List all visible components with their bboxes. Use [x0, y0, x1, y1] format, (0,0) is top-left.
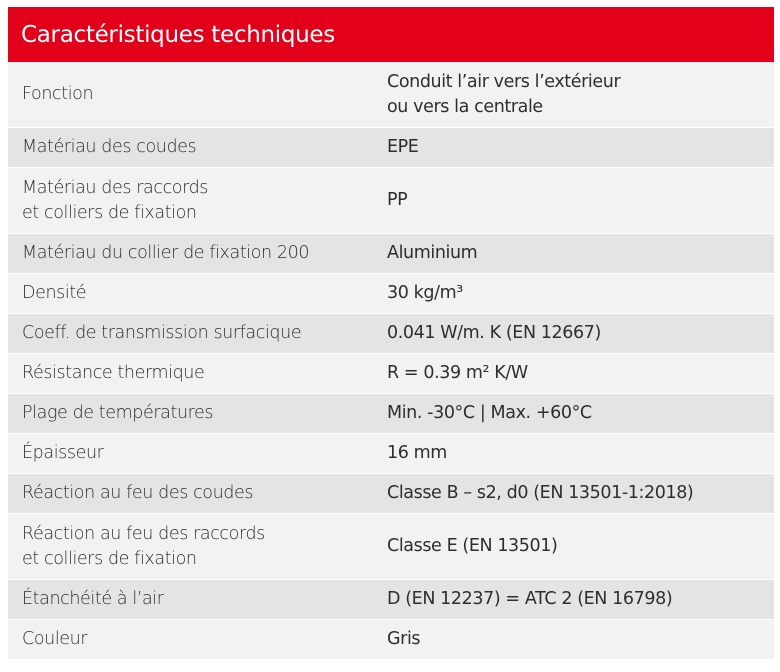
technical-specs-sheet — [8, 7, 774, 660]
table-row-materiau-raccords — [8, 168, 774, 234]
specs-header — [8, 7, 774, 62]
row-value: Aluminium — [387, 243, 478, 263]
row-label: Coeff. de transmission surfacique — [22, 323, 302, 343]
table-row-etancheite — [8, 580, 774, 620]
row-label: Réaction au feu des raccords et colliers de fixation — [22, 523, 265, 569]
row-label: Matériau des coudes — [22, 137, 197, 157]
row-label: Réaction au feu des coudes — [22, 483, 254, 503]
row-value: PP — [387, 190, 408, 210]
table-row-couleur — [8, 620, 774, 660]
row-label: Épaisseur — [22, 443, 104, 463]
table-row-fonction — [8, 62, 774, 128]
row-value: 0.041 W/m. K (EN 12667) — [387, 323, 601, 343]
table-row-materiau-coudes — [8, 128, 774, 168]
row-value: 16 mm — [387, 443, 447, 463]
row-value: 30 kg/m³ — [387, 283, 463, 303]
row-label: Résistance thermique — [22, 363, 205, 383]
specs-title: Caractéristiques techniques — [21, 21, 335, 48]
row-value: D (EN 12237) = ATC 2 (EN 16798) — [387, 589, 673, 609]
row-value: EPE — [387, 137, 419, 157]
row-value: Gris — [387, 629, 421, 649]
row-label: Étanchéité à l’air — [22, 589, 164, 609]
table-row-reaction-feu-coudes — [8, 474, 774, 514]
table-row-materiau-collier — [8, 234, 774, 274]
specs-table — [8, 62, 774, 660]
row-value: R = 0.39 m² K/W — [387, 363, 528, 383]
table-row-plage-temperatures — [8, 394, 774, 434]
row-label: Matériau des raccords et colliers de fixation — [22, 177, 209, 223]
table-row-densite — [8, 274, 774, 314]
table-row-resistance-thermique — [8, 354, 774, 394]
row-label: Couleur — [22, 629, 88, 649]
table-row-epaisseur — [8, 434, 774, 474]
table-row-coeff-transmission — [8, 314, 774, 354]
row-label: Fonction — [22, 84, 94, 104]
row-value: Classe E (EN 13501) — [387, 536, 558, 556]
row-value: Min. -30°C | Max. +60°C — [387, 403, 592, 423]
row-value: Conduit l’air vers l’extérieur ou vers la centrale — [387, 71, 621, 117]
row-label: Plage de températures — [22, 403, 214, 423]
row-value: Classe B – s2, d0 (EN 13501-1:2018) — [387, 483, 694, 503]
table-row-reaction-feu-raccords — [8, 514, 774, 580]
row-label: Matériau du collier de fixation 200 — [22, 243, 310, 263]
row-label: Densité — [22, 283, 87, 303]
